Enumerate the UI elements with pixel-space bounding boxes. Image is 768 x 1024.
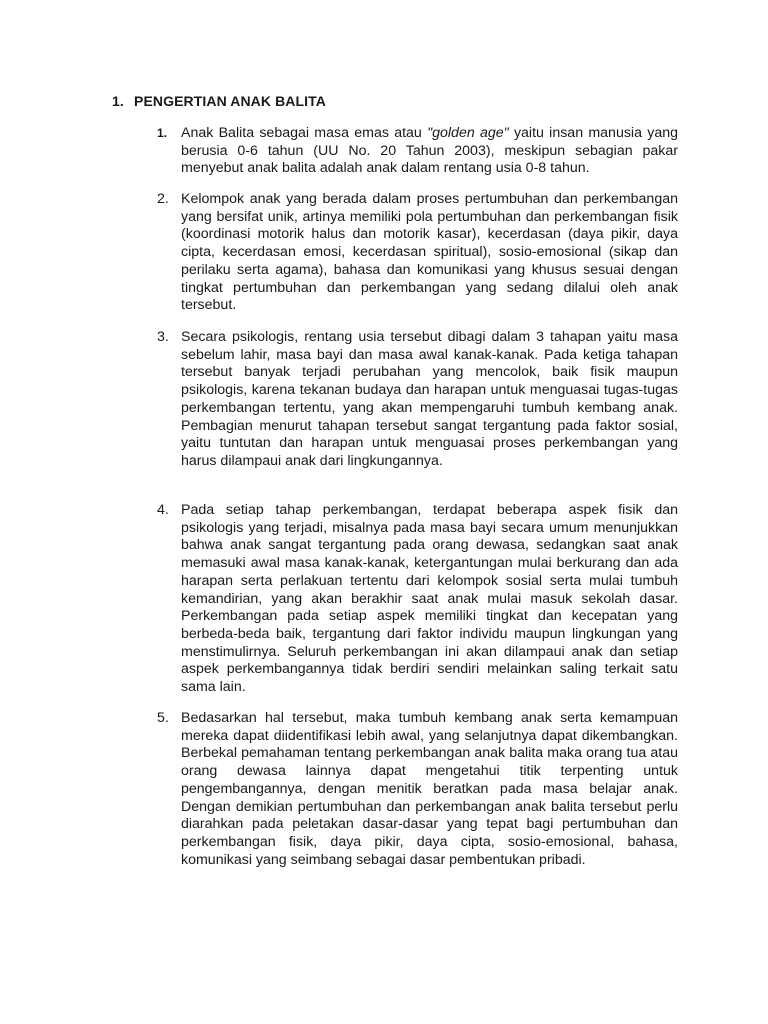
italic-term: "golden age": [427, 125, 509, 141]
section-heading: [112, 93, 326, 109]
list-item: [157, 191, 678, 315]
list-item-number: 2.: [157, 191, 169, 207]
list-item-text: Secara psikologis, rentang usia tersebut dibagi dalam 3 tahapan yaitu masa sebelum lahir, masa bayi dan masa awal kanak-kanak. Pada ketiga tahapan tersebut banyak terjadi perubahan yang mencolok, baik fisik maupun psikologis, karena tekanan budaya dan harapan untuk menguasai tugas-tugas perkembangan tertentu, yang akan mempengaruhi tumbuh kembang anak. Pembagian menurut tahapan tersebut sangat tergantung pada faktor sosial, yaitu tuntutan dan harapan untuk menguasai proses perkembangan yang harus dilampaui anak dari lingkungannya.: [181, 329, 678, 469]
list-item-number: 1.: [157, 126, 168, 140]
list-item-number: 5.: [157, 710, 169, 726]
list-item: [157, 329, 678, 471]
list-item-text: Anak Balita sebagai masa emas atau "golden age" yaitu insan manusia yang berusia 0-6 tahun (UU No. 20 Tahun 2003), meskipun sebagian pakar menyebut anak balita adalah anak dalam rentang usia 0-8 tahun.: [181, 125, 678, 177]
list-item-text: Bedasarkan hal tersebut, maka tumbuh kembang anak serta kemampuan mereka dapat diidentifikasi lebih awal, yang selanjutnya dapat dikembangkan. Berbekal pemahaman tentang perkembangan anak balita maka orang tua atau orang dewasa lainnya dapat mengetahui titik terpenting untuk pengembangannya, dengan menitik beratkan pada masa belajar anak. Dengan demikian pertumbuhan dan perkembangan anak balita tersebut perlu diarahkan pada peletakan dasar-dasar yang tepat bagi pertumbuhan dan perkembangan fisik, daya pikir, daya cipta, sosio-emosional, bahasa, komunikasi yang seimbang sebagai dasar pembentukan pribadi.: [181, 710, 678, 868]
list-item-text: Kelompok anak yang berada dalam proses pertumbuhan dan perkembangan yang bersifat unik, artinya memiliki pola pertumbuhan dan perkembangan fisik (koordinasi motorik halus dan motorik kasar), kecerdasan (daya pikir, daya cipta, kecerdasan emosi, kecerdasan spiritual), sosio-emosional (sikap dan perilaku serta agama), bahasa dan komunikasi yang khusus sesuai dengan tingkat pertumbuhan dan perkembangan yang sedang dilalui oleh anak tersebut.: [181, 191, 678, 314]
list-item: [157, 502, 678, 697]
list-item-number: 3.: [157, 329, 169, 345]
section-number: 1.: [112, 93, 124, 109]
list-item: [157, 125, 678, 178]
section-title: PENGERTIAN ANAK BALITA: [134, 93, 326, 109]
list-item-text: Pada setiap tahap perkembangan, terdapat beberapa aspek fisik dan psikologis yang terjadi, misalnya pada masa bayi secara umum menunjukkan bahwa anak sangat tergantung pada orang dewasa, sedangkan saat anak memasuki awal masa kanak-kanak, ketergantungan mulai berkurang dan ada harapan serta perlakuan tertentu dari kelompok sosial serta mulai tumbuh kemandirian, yang akan berakhir saat anak mulai masuk sekolah dasar. Perkembangan pada setiap aspek memiliki tingkat dan kecepatan yang berbeda-beda baik, tergantung dari faktor individu maupun lingkungan yang menstimulirnya. Seluruh perkembangan ini akan dilampaui anak dan setiap aspek perkembangannya tidak berdiri sendiri melainkan saling terkait satu sama lain.: [181, 502, 678, 696]
list-item-number: 4.: [157, 502, 169, 518]
list-item: [157, 710, 678, 869]
